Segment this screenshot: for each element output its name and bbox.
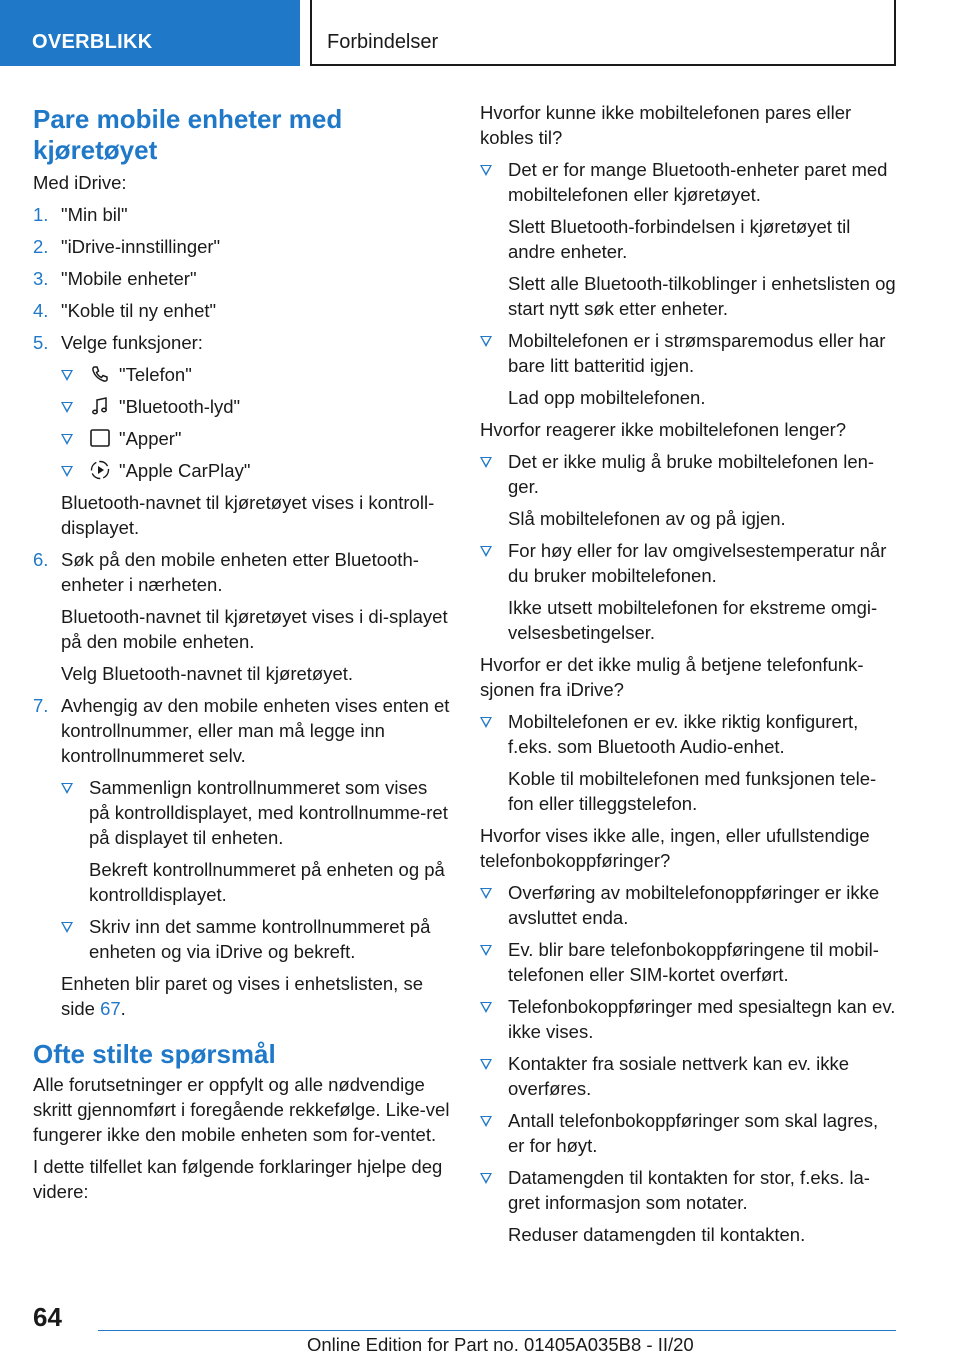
triangle-bullet-icon [480,1002,492,1013]
intro-text: Med iDrive: [33,172,127,193]
bullet-text: Antall telefonbokoppføringer som skal lagres, er for høyt. [508,1110,879,1156]
bullet-text: Telefonbokoppføringer med spesialtegn kan ev. ikke vises. [508,996,896,1042]
list-item [61,362,451,387]
list-item [480,1051,898,1101]
bullet-note: Slett Bluetooth-forbindelsen i kjøretøyet til andre enheter. [508,216,851,262]
list-item [480,709,898,816]
faq-question: Hvorfor vises ikke alle, ingen, eller ufullstendige telefonbokoppføringer? [480,825,870,871]
list-item [61,426,451,451]
triangle-bullet-icon [480,1173,492,1184]
triangle-bullet-icon [61,402,73,413]
step-bullet-list [61,775,451,964]
list-item [480,157,898,321]
faq-question: Hvorfor kunne ikke mobiltelefonen pares eller kobles til? [480,102,852,148]
music-note-icon [89,395,111,417]
step-text: "Mobile enheter" [61,268,197,289]
faq-answer-list [480,449,898,645]
step-item [33,202,451,227]
list-item [61,914,451,964]
step-note: Bluetooth-navnet til kjøretøyet vises i kontroll-displayet. [61,492,435,538]
list-item [480,1165,898,1247]
step-number: 5. [33,332,49,353]
bullet-text: Skriv inn det samme kontrollnummeret på enheten og via iDrive og bekreft. [89,916,431,962]
right-column [480,100,898,1254]
bullet-text: Mobiltelefonen er ev. ikke riktig konfigurert, f.eks. som Bluetooth Audio-enhet. [508,711,859,757]
step-item [33,693,451,1021]
faq-intro: Alle forutsetninger er oppfylt og alle nødvendige skritt gjennomført i foregående rekkefølge. Like-vel fungerer ikke den mobile enheten som for-ventet. [33,1074,450,1145]
step-number: 6. [33,549,49,570]
triangle-bullet-icon [61,466,73,477]
list-item [480,994,898,1044]
bullet-text: Ev. blir bare telefonbokoppføringene til mobil-telefonen eller SIM-kortet overført. [508,939,879,985]
bullet-note: Lad opp mobiltelefonen. [508,387,706,408]
page-number: 64 [33,1302,62,1332]
step-note: Bluetooth-navnet til kjøretøyet vises i di-splayet på den mobile enheten. [61,606,448,652]
apps-square-icon [89,427,111,449]
step-item [33,266,451,291]
bullet-text: For høy eller for lav omgivelsestemperatur når du bruker mobiltelefonen. [508,540,887,586]
bullet-text: Overføring av mobiltelefonoppføringer er ikke avsluttet enda. [508,882,880,928]
faq-answer-list [480,880,898,1247]
step-text: "Min bil" [61,204,128,225]
phone-icon [89,363,111,385]
step-item [33,547,451,686]
step-text: Velge funksjoner: [61,332,203,353]
triangle-bullet-icon [480,336,492,347]
list-item [480,1108,898,1158]
bullet-note: Bekreft kontrollnummeret på enheten og på kontrolldisplayet. [89,859,445,905]
bullet-note: Slå mobiltelefonen av og på igjen. [508,508,786,529]
step-item [33,330,451,540]
bullet-note: Koble til mobiltelefonen med funksjonen tele-fon eller tilleggstelefon. [508,768,877,814]
paired-text: Enheten blir paret og vises i enhetslisten, se side [61,973,423,1019]
step-text: "iDrive-innstillinger" [61,236,221,257]
edition-note: Online Edition for Part no. 01405A035B8 - II/20 [307,1334,694,1355]
step-text: "Koble til ny enhet" [61,300,217,321]
faq-intro: I dette tilfellet kan følgende forklaringer hjelpe deg videre: [33,1156,443,1202]
step-number: 4. [33,300,49,321]
step-number: 7. [33,695,49,716]
step-number: 2. [33,236,49,257]
chapter-title: Forbindelser [310,0,896,66]
step-note [61,971,451,1021]
bullet-note: Slett alle Bluetooth-tilkoblinger i enhetslisten og start nytt søk etter enheter. [508,273,896,319]
list-item [480,538,898,645]
footer-divider [98,1330,896,1331]
faq-answer-list [480,709,898,816]
paired-suffix: . [120,998,126,1019]
triangle-bullet-icon [480,717,492,728]
step-note: Velg Bluetooth-navnet til kjøretøyet. [61,663,354,684]
function-label: "Telefon" [119,364,192,385]
list-item [480,449,898,531]
triangle-bullet-icon [61,434,73,445]
bullet-text: Mobiltelefonen er i strømsparemodus eller har bare litt batteritid igjen. [508,330,886,376]
list-item [480,328,898,410]
triangle-bullet-icon [480,888,492,899]
list-item [480,937,898,987]
bullet-note: Reduser datamengden til kontakten. [508,1224,806,1245]
faq-question: Hvorfor reagerer ikke mobiltelefonen lenger? [480,419,847,440]
list-item [61,394,451,419]
step-text: Søk på den mobile enheten etter Bluetooth-enheter i nærheten. [61,549,419,595]
triangle-bullet-icon [480,1116,492,1127]
bullet-text: Sammenlign kontrollnummeret som vises på kontrolldisplayet, med kontrollnumme-ret på displayet til enheten. [89,777,448,848]
bullet-text: Datamengden til kontakten for stor, f.eks. la-gret informasjon som notater. [508,1167,870,1213]
function-label: "Bluetooth-lyd" [119,396,241,417]
triangle-bullet-icon [480,457,492,468]
bullet-note: Ikke utsett mobiltelefonen for ekstreme omgi-velsesbetingelser. [508,597,878,643]
step-item [33,298,451,323]
function-list [61,362,451,483]
page-link[interactable]: 67 [100,998,121,1019]
step-text: Avhengig av den mobile enheten vises enten et kontrollnummer, eller man må legge inn kontrollnummeret selv. [61,695,450,766]
triangle-bullet-icon [480,546,492,557]
faq-answer-list [480,157,898,410]
bullet-text: Kontakter fra sosiale nettverk kan ev. ikke overføres. [508,1053,850,1099]
triangle-bullet-icon [480,165,492,176]
left-column [33,100,451,1211]
triangle-bullet-icon [480,945,492,956]
step-number: 3. [33,268,49,289]
carplay-play-icon [89,459,111,481]
bullet-text: Det er for mange Bluetooth-enheter paret med mobiltelefonen eller kjøretøyet. [508,159,888,205]
page-header [0,0,960,66]
function-label: "Apple CarPlay" [119,460,251,481]
triangle-bullet-icon [61,922,73,933]
list-item [480,880,898,930]
function-label: "Apper" [119,428,182,449]
step-number: 1. [33,204,49,225]
list-item [61,775,451,907]
faq-question: Hvorfor er det ikke mulig å betjene telefonfunk-sjonen fra iDrive? [480,654,864,700]
section-heading-faq: Ofte stilte spørsmål [33,1039,276,1069]
list-item [61,458,451,483]
section-tab[interactable]: OVERBLIKK [0,0,300,66]
section-heading-pairing: Pare mobile enheter med kjøretøyet [33,104,343,165]
bullet-text: Det er ikke mulig å bruke mobiltelefonen len-ger. [508,451,875,497]
triangle-bullet-icon [61,370,73,381]
step-item [33,234,451,259]
triangle-bullet-icon [480,1059,492,1070]
triangle-bullet-icon [61,783,73,794]
